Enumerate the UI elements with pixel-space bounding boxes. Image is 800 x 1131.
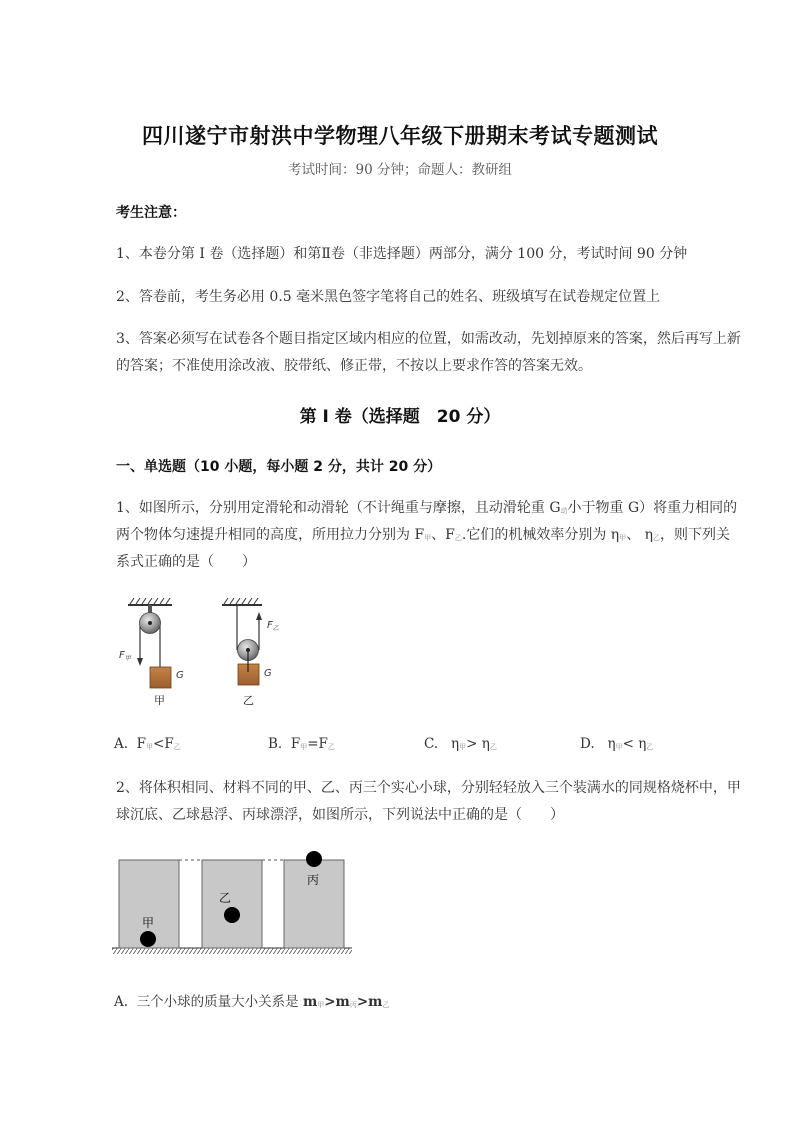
option-text: F [136,736,147,752]
notice-heading: 考生注意： [116,205,186,221]
ball-bing [306,851,322,867]
option-text: >m [324,994,350,1010]
subscript: 乙 [653,534,661,542]
option-text: 三个小球的质量大小关系是 [136,994,303,1010]
ball-label-bing: 丙 [307,873,320,887]
subscript: 甲 [300,743,308,751]
pulley-figure [110,592,300,714]
option-letter: A. [114,736,129,752]
q1-option-c[interactable] [424,736,497,752]
weight-block-jia [150,667,171,688]
q1-text: 、F [431,527,455,543]
ball-label-jia: 甲 [142,916,155,930]
q2-line-2: 球沉底、乙球悬浮、丙球漂浮，如图所示，下列说法中正确的是（ ） [116,807,564,823]
option-letter: D. [580,736,595,752]
force-label-jia: $F_甲$ [119,650,131,662]
subscript: 乙 [327,743,335,751]
option-letter: B. [268,736,283,752]
q1-text: 小于物重 G）将重力相同的 [567,500,738,516]
option-text: <F [153,736,174,752]
q1-option-a[interactable] [114,736,181,752]
weight-label: G [264,668,272,679]
notice-item-1: 1、本卷分第 I 卷（选择题）和第Ⅱ卷（非选择题）两部分，满分 100 分，考试时间 90 分钟 [116,246,688,262]
subscript: 甲 [424,534,432,542]
weight-label: G [176,670,184,681]
q1-text: 两个物体匀速提升相同的高度，所用拉力分别为 F [116,527,425,543]
q1-text: ，则下列关 [660,527,731,543]
option-text: >m [356,994,383,1010]
section-title: 第 I 卷（选择题 20 分） [299,407,501,427]
q1-option-d[interactable] [580,736,653,752]
notice-item-2: 2、答卷前，考生务必用 0.5 毫米黑色签字笔将自己的姓名、班级填写在试卷规定位置上 [116,289,661,305]
ball-label-yi: 乙 [219,891,232,905]
part-heading: 一、单选题（10 小题，每小题 2 分，共计 20 分） [116,459,442,475]
subscript: 动 [560,507,568,515]
subscript: 甲 [619,534,627,542]
q1-line-1 [116,497,737,517]
q1-text: 、 η [626,527,654,543]
option-text: =F [307,736,328,752]
notice-item-3: 3、答案必须写在试卷各个题目指定区域内相应的位置，如需改动，先划掉原来的答案，然后再写上新 [116,331,741,347]
fixed-pulley [119,598,184,707]
subscript: 甲 [459,743,467,751]
q2-line-1: 2、将体积相同、材料不同的甲、乙、丙三个实心小球，分别轻轻放入三个装满水的同规格烧杯中，甲 [116,780,741,796]
subscript: 丙 [349,1001,357,1009]
subscript: 乙 [382,1001,390,1009]
exam-title: 四川遂宁市射洪中学物理八年级下册期末考试专题测试 [142,124,658,148]
option-text: m [302,994,318,1010]
q1-text: 1、如图所示，分别用定滑轮和动滑轮（不计绳重与摩擦，且动滑轮重 G [116,500,561,516]
q1-text: .它们的机械效率分别为 η [461,527,620,543]
figure-label-yi: 乙 [243,694,254,707]
ground-hatch [112,948,352,954]
exam-subtitle: 考试时间：90 分钟；命题人：教研组 [288,162,512,178]
option-text: < η [622,736,647,752]
ball-jia [140,931,156,947]
q1-option-b[interactable] [268,736,335,752]
subscript: 甲 [146,743,154,751]
q1-line-3: 系式正确的是（ ） [116,554,256,570]
subscript: 甲 [317,1001,325,1009]
subscript: 乙 [173,743,181,751]
option-text: F [290,736,301,752]
subscript: 乙 [489,743,497,751]
q1-line-2 [116,524,730,544]
ball-yi [224,907,240,923]
option-letter: C. [424,736,439,752]
option-text: η [451,736,460,752]
subscript: 乙 [646,743,654,751]
q2-option-a[interactable] [114,990,389,1010]
figure-label-jia: 甲 [154,694,165,707]
force-label-yi: $F_乙$ [267,620,279,632]
beaker-yi [202,860,262,948]
option-text: > η [466,736,490,752]
option-text: η [607,736,616,752]
subscript: 甲 [615,743,623,751]
movable-pulley [222,598,279,707]
subscript: 乙 [454,534,462,542]
notice-item-3-cont: 的答案；不准使用涂改液、胶带纸、修正带，不按以上要求作答的答案无效。 [116,358,592,374]
option-letter: A. [114,994,129,1010]
beaker-figure [112,848,352,956]
